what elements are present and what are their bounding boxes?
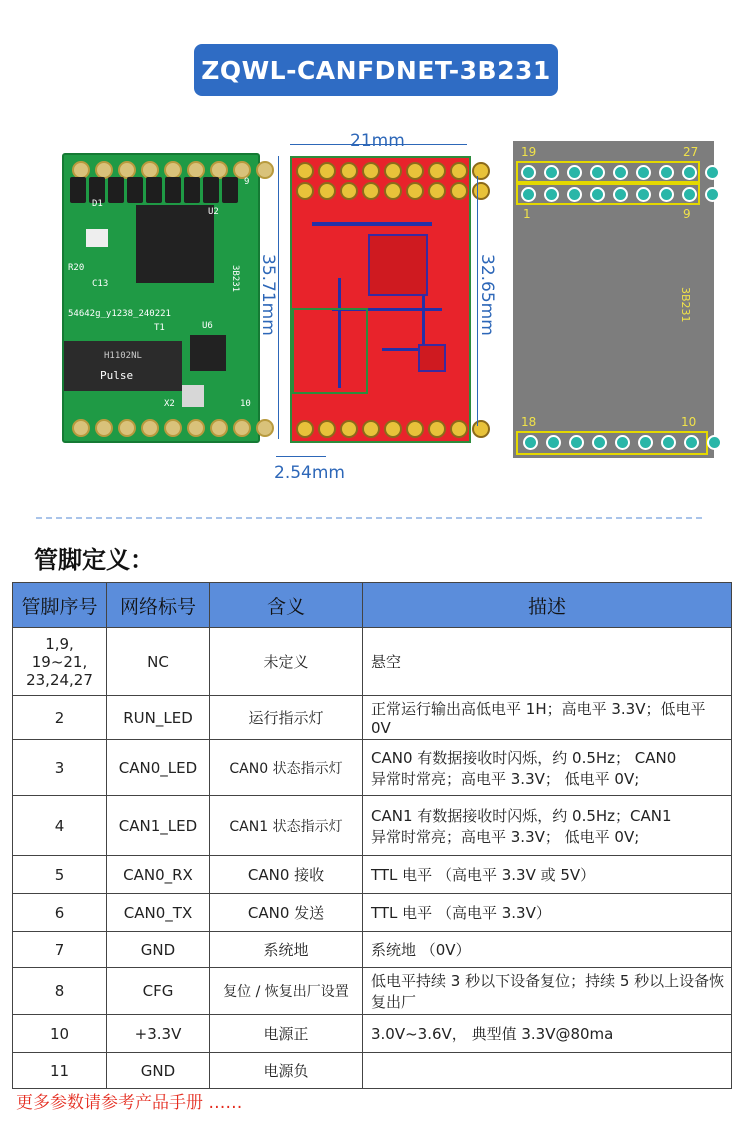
table-row [13,796,732,856]
t1-label: T1 [154,323,165,333]
table-row [13,894,732,932]
x2-crystal [182,385,204,407]
description-cell: 系统地 （0V） [363,932,732,968]
pin18-label: 18 [521,415,537,429]
header-description: 描述 [363,583,732,628]
pin-number-cell: 3 [13,740,107,796]
meaning-cell: 未定义 [210,628,363,696]
crystal-component [86,229,108,247]
description-cell: TTL 电平 （高电平 3.3V） [363,894,732,932]
meaning-cell: CAN0 接收 [210,856,363,894]
pcb-top-pads [296,162,490,180]
description-cell: 正常运行输出高低电平 1H；高电平 3.3V；低电平 0V [363,696,732,740]
serial-label: 54642g_y1238_240221 [68,309,171,319]
pcb-bottom-pads [296,420,490,438]
table-row [13,1015,732,1053]
net-label-cell: GND [107,1053,210,1089]
table-row [13,856,732,894]
meaning-cell: 系统地 [210,932,363,968]
table-header-row [13,583,732,628]
pcb-trace [312,222,432,226]
table-row [13,628,732,696]
net-label-cell: CAN0_RX [107,856,210,894]
pcb-second-pads [296,182,490,200]
chip-text: H1102NL [104,351,142,361]
description-cell: 悬空 [363,628,732,696]
u6-label: U6 [202,321,213,331]
pin-number-cell: 7 [13,932,107,968]
model-label: 3B231 [230,265,240,293]
u2-label: U2 [208,207,219,217]
bottom-pad-row [72,419,274,437]
pitch-dimension: 2.54mm [274,463,345,483]
footer-note: 更多参数请参考产品手册 …… [16,1093,243,1113]
u6-footprint [418,344,446,372]
net-label-cell: GND [107,932,210,968]
net-label-cell: CAN1_LED [107,796,210,856]
meaning-cell: 运行指示灯 [210,696,363,740]
pin-definition-table [12,582,732,1089]
top-holes [521,165,720,180]
pin-number-cell: 11 [13,1053,107,1089]
header-net: 网络标号 [107,583,210,628]
pitch-line [276,456,326,457]
net-label-cell: RUN_LED [107,696,210,740]
pin-number-cell: 8 [13,968,107,1015]
description-cell: CAN0 有数据接收时闪烁，约 0.5Hz； CAN0 异常时常亮；高电平 3.3V； 低电平 0V; [363,740,732,796]
table-row [13,696,732,740]
pin-number-cell: 1,9, 19~21, 23,24,27 [13,628,107,696]
net-label-cell: +3.3V [107,1015,210,1053]
pin1-label: 1 [523,207,531,221]
pin-number-cell: 6 [13,894,107,932]
main-mcu-chip [136,205,214,283]
pin27-label: 27 [683,145,699,159]
module-photo [62,153,260,443]
pin10-label: 10 [240,399,251,409]
pin9-label: 9 [683,207,691,221]
meaning-cell: 电源负 [210,1053,363,1089]
second-holes [521,187,720,202]
left-height-line [278,156,279,439]
header-meaning: 含义 [210,583,363,628]
transformer-chip [64,341,182,391]
description-cell: CAN1 有数据接收时闪烁，约 0.5Hz；CAN1 异常时常亮；高电平 3.3V； 低电平 0V; [363,796,732,856]
net-label-cell: CAN0_LED [107,740,210,796]
mcu-footprint [368,234,428,296]
table-row [13,968,732,1015]
pin-number-cell: 4 [13,796,107,856]
section-title: 管脚定义： [34,546,154,574]
pin10-label: 10 [681,415,697,429]
height-right-dimension: 32.65mm [477,254,497,336]
r20-label: R20 [68,263,85,273]
bottom-holes [523,435,722,450]
header-pin: 管脚序号 [13,583,107,628]
net-label-cell: CAN0_TX [107,894,210,932]
pin9-label: 9 [244,177,250,187]
description-cell: TTL 电平 （高电平 3.3V 或 5V） [363,856,732,894]
description-cell: 3.0V~3.6V， 典型值 3.3V@80ma [363,1015,732,1053]
meaning-cell: 复位 / 恢复出厂设置 [210,968,363,1015]
net-label-cell: CFG [107,968,210,1015]
product-title: ZQWL-CANFDNET-3B231 [194,44,558,96]
table-row [13,1053,732,1089]
pin-number-cell: 10 [13,1015,107,1053]
pin-number-cell: 5 [13,856,107,894]
d1-label: D1 [92,199,103,209]
c13-label: C13 [92,279,109,289]
pulse-label: Pulse [100,369,134,382]
u6-chip [190,335,226,371]
pin-footprint [513,141,714,458]
transformer-outline [292,308,368,394]
section-divider [36,517,702,519]
width-dimension: 21mm [350,131,405,151]
height-left-dimension: 35.71mm [258,254,278,336]
pin-number-cell: 2 [13,696,107,740]
meaning-cell: CAN1 状态指示灯 [210,796,363,856]
meaning-cell: CAN0 状态指示灯 [210,740,363,796]
x2-label: X2 [164,399,175,409]
table-row [13,932,732,968]
description-cell [363,1053,732,1089]
description-cell: 低电平持续 3 秒以下设备复位；持续 5 秒以上设备恢复出厂 [363,968,732,1015]
table-row [13,740,732,796]
meaning-cell: CAN0 发送 [210,894,363,932]
model-label: 3B231 [679,287,692,323]
pcb-layout [290,156,471,443]
net-label-cell: NC [107,628,210,696]
pin19-label: 19 [521,145,537,159]
meaning-cell: 电源正 [210,1015,363,1053]
